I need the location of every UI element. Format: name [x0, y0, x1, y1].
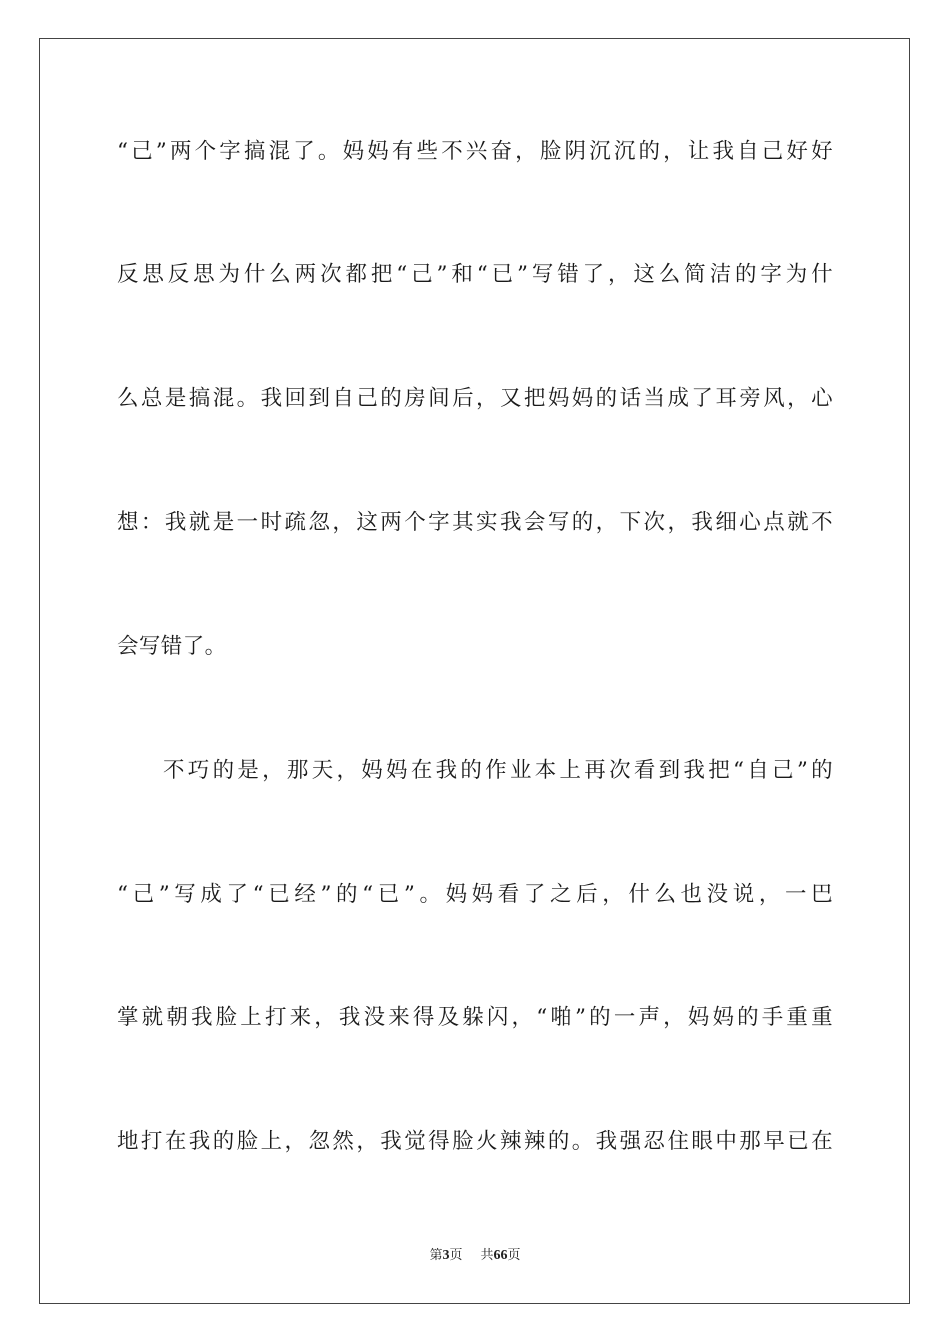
- page-total: 66: [493, 1248, 508, 1263]
- total-prefix: 共: [480, 1248, 494, 1263]
- page-border: [39, 38, 910, 1304]
- text-line-4: 想：我就是一时疏忽，这两个字其实我会写的，下次，我细心点就不: [117, 510, 833, 535]
- text-line-7: “己”写成了“已经”的“已”。妈妈看了之后，什么也没说，一巴: [117, 882, 833, 907]
- text-line-3: 么总是搞混。我回到自己的房间后，又把妈妈的话当成了耳旁风，心: [117, 386, 833, 411]
- page-suffix: 页: [449, 1248, 463, 1263]
- page-footer: [0, 1247, 950, 1265]
- text-line-1: “己”两个字搞混了。妈妈有些不兴奋，脸阴沉沉的，让我自己好好: [117, 139, 833, 164]
- total-suffix: 页: [507, 1248, 521, 1263]
- text-line-5: 会写错了。: [117, 634, 227, 659]
- text-line-9: 地打在我的脸上，忽然，我觉得脸火辣辣的。我强忍住眼中那早已在: [117, 1129, 833, 1154]
- text-line-6: 不巧的是，那天，妈妈在我的作业本上再次看到我把“自己”的: [163, 758, 833, 783]
- text-line-8: 掌就朝我脸上打来，我没来得及躲闪，“啪”的一声，妈妈的手重重: [117, 1005, 833, 1030]
- page-prefix: 第: [429, 1248, 443, 1263]
- page-current: 3: [442, 1248, 450, 1263]
- text-line-2: 反思反思为什么两次都把“己”和“已”写错了，这么简洁的字为什: [117, 262, 833, 287]
